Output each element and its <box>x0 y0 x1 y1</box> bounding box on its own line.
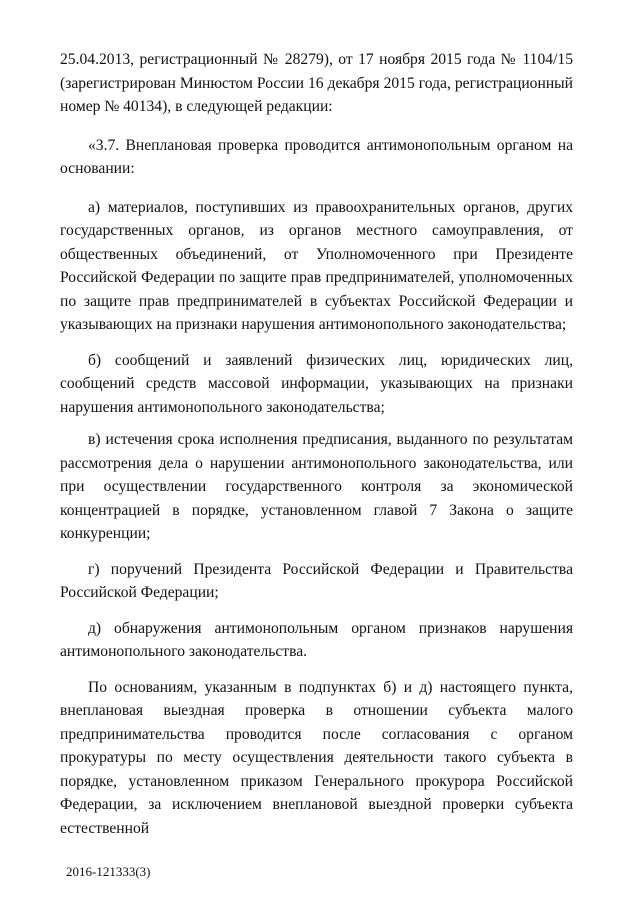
paragraph-item-a: а) материалов, поступивших из правоохранительных органов, других государственных органов, из органов местного самоуправления, от общественных объединений, от Уполномоченного при Президенте Российской Федерации по защите прав предпринимателей, уполномоченных по защите прав предпринимателей в субъектах Российской Федерации и указывающих на признаки нарушения антимонопольного законодательства; <box>60 198 573 333</box>
paragraph-grounds: По основаниям, указанным в подпунктах б) и д) настоящего пункта, внеплановая выездная проверка в отношении субъекта малого предпринимательства проводится после согласования с органом прокуратуры по месту осуществления деятельности такого субъекта в порядке, установленном приказом Генерального прокурора Российской Федерации, за исключением внеплановой выездной проверки субъекта естественной <box>60 678 573 837</box>
paragraph-clause-3-7: «3.7. Внеплановая проверка проводится антимонопольным органом на основании: <box>60 136 573 177</box>
paragraph-registration-info: 25.04.2013, регистрационный № 28279), от 17 ноября 2015 года № 1104/15 (зарегистрирован Минюстом России 16 декабря 2015 года, регистрационный номер № 40134), в следующей редакции: <box>60 51 573 115</box>
document-body <box>60 48 573 840</box>
paragraph-item-v: в) истечения срока исполнения предписания, выданного по результатам рассмотрения дела о нарушении антимонопольного законодательства, или при осуществлении государственного контроля за экономической концентрацией в порядке, установленном главой 7 Закона о защите конкуренции; <box>60 431 573 542</box>
document-code: 2016-121333(3) <box>66 864 151 879</box>
paragraph-item-g: г) поручений Президента Российской Федерации и Правительства Российской Федерации; <box>60 560 573 601</box>
paragraph-item-d: д) обнаружения антимонопольным органом признаков нарушения антимонопольного законодательства. <box>60 619 573 660</box>
paragraph-item-b: б) сообщений и заявлений физических лиц, юридических лиц, сообщений средств массовой информации, указывающих на признаки нарушения антимонопольного законодательства; <box>60 351 573 416</box>
